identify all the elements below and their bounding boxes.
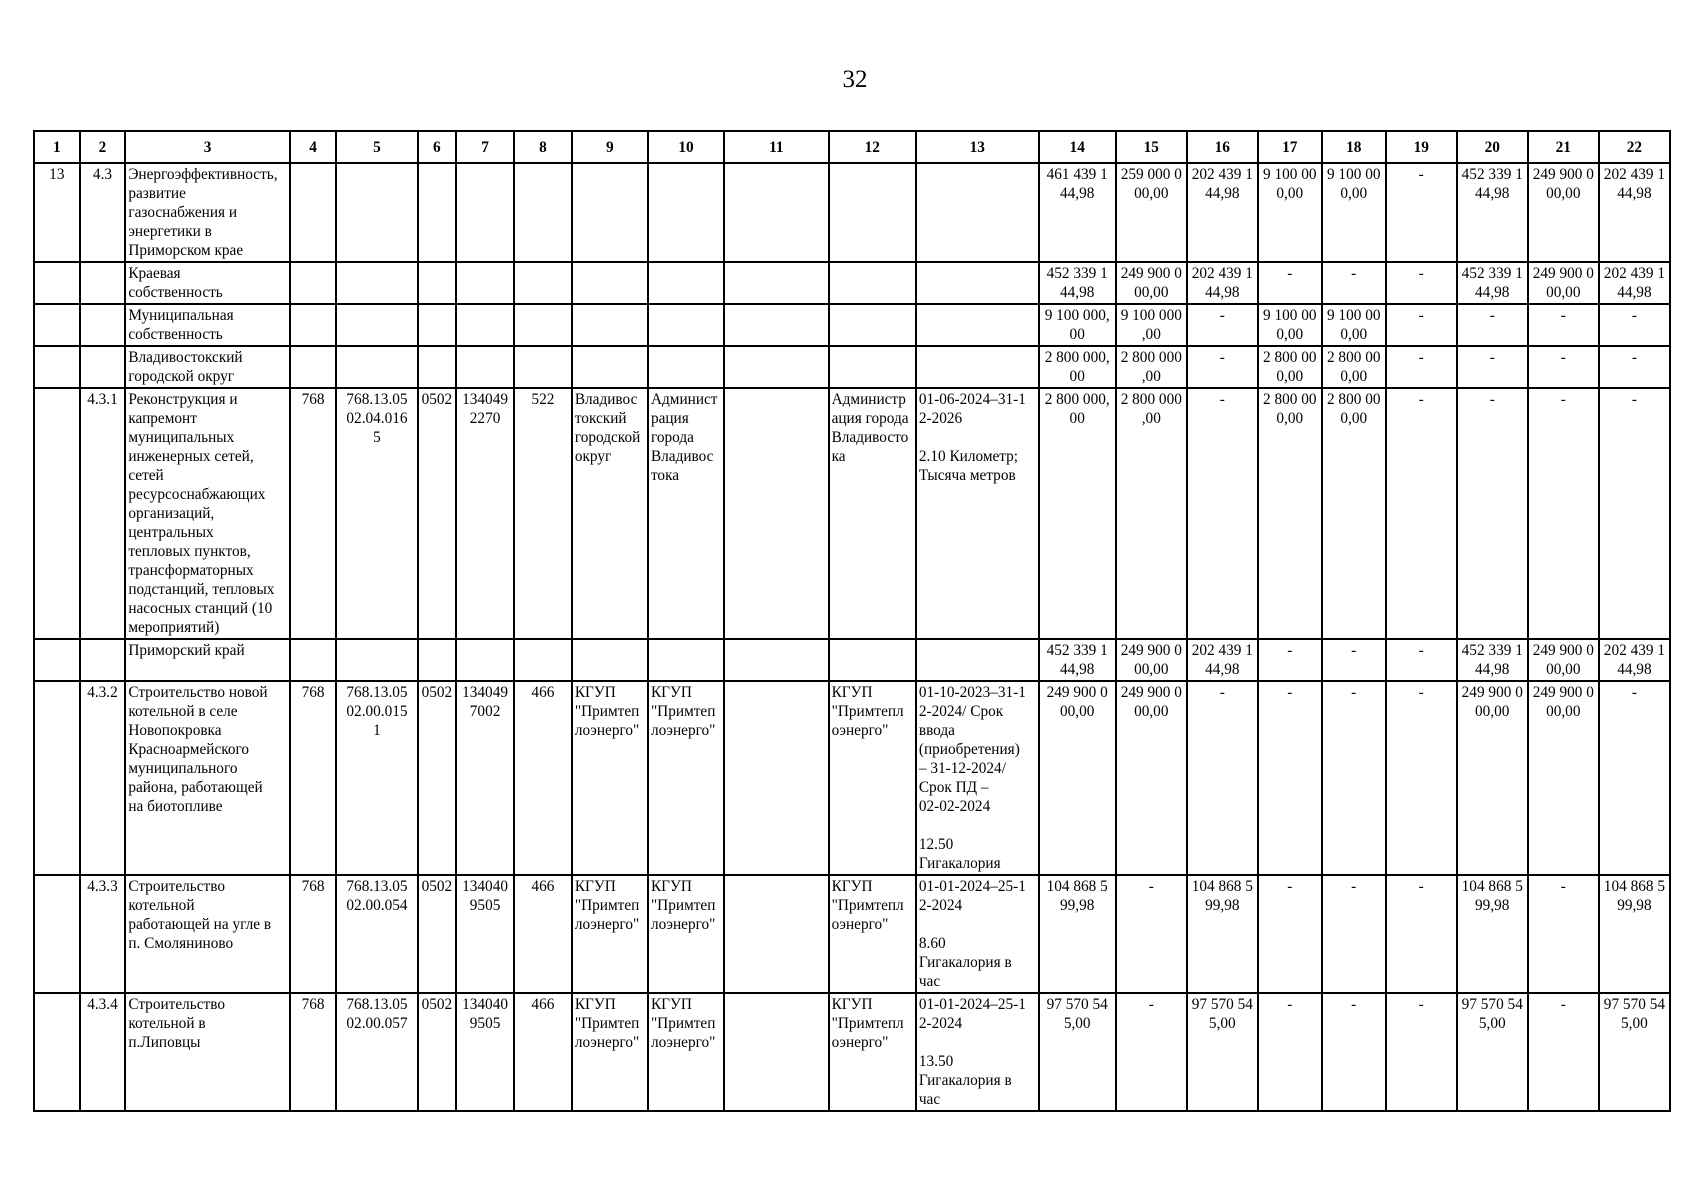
cell-col-18: -	[1322, 262, 1386, 304]
cell-col-5	[336, 163, 417, 262]
cell-col-6	[418, 163, 457, 262]
cell-col-5	[336, 639, 417, 681]
cell-col-16: -	[1187, 304, 1258, 346]
cell-col-6	[418, 304, 457, 346]
cell-col-2	[80, 304, 126, 346]
cell-col-9	[572, 163, 648, 262]
cell-col-19: -	[1386, 639, 1457, 681]
cell-col-18: -	[1322, 993, 1386, 1111]
cell-col-12	[829, 262, 916, 304]
cell-col-10	[648, 163, 724, 262]
cell-col-1	[34, 346, 80, 388]
cell-col-22: 202 439 1 44,98	[1599, 262, 1670, 304]
table-row	[34, 993, 1670, 1111]
cell-col-7	[456, 304, 514, 346]
cell-col-17: 9 100 00 0,00	[1258, 163, 1322, 262]
cell-col-8	[514, 262, 572, 304]
cell-col-8: 466	[514, 875, 572, 993]
cell-col-11	[724, 993, 829, 1111]
cell-col-9: КГУП "Примтеп лоэнерго"	[572, 681, 648, 875]
cell-col-21: -	[1528, 993, 1599, 1111]
column-header: 11	[724, 131, 829, 163]
cell-col-16: -	[1187, 388, 1258, 639]
cell-col-19: -	[1386, 262, 1457, 304]
cell-col-6: 0502	[418, 993, 457, 1111]
cell-col-21: -	[1528, 388, 1599, 639]
cell-col-9	[572, 346, 648, 388]
cell-col-2	[80, 262, 126, 304]
column-header: 10	[648, 131, 724, 163]
cell-col-6: 0502	[418, 875, 457, 993]
cell-col-15: 249 900 0 00,00	[1116, 681, 1187, 875]
cell-col-11	[724, 639, 829, 681]
cell-col-6	[418, 639, 457, 681]
cell-col-16: -	[1187, 681, 1258, 875]
cell-col-5	[336, 304, 417, 346]
cell-col-12: КГУП "Примтепл оэнерго"	[829, 875, 916, 993]
cell-col-5: 768.13.05 02.00.057	[336, 993, 417, 1111]
cell-col-4	[290, 304, 337, 346]
cell-col-20: -	[1457, 346, 1528, 388]
cell-col-16: 202 439 1 44,98	[1187, 262, 1258, 304]
table-row	[34, 388, 1670, 639]
cell-col-9	[572, 639, 648, 681]
cell-col-7: 134049 7002	[456, 681, 514, 875]
cell-col-14: 249 900 0 00,00	[1039, 681, 1116, 875]
cell-col-11	[724, 875, 829, 993]
cell-col-15: -	[1116, 875, 1187, 993]
page-number: 32	[842, 66, 868, 93]
cell-col-22: 202 439 1 44,98	[1599, 163, 1670, 262]
cell-col-22: -	[1599, 681, 1670, 875]
cell-col-16: 202 439 1 44,98	[1187, 163, 1258, 262]
cell-col-1: 13	[34, 163, 80, 262]
cell-col-15: 249 900 0 00,00	[1116, 262, 1187, 304]
cell-col-10	[648, 639, 724, 681]
cell-col-19: -	[1386, 163, 1457, 262]
column-header: 2	[80, 131, 126, 163]
cell-col-19: -	[1386, 346, 1457, 388]
cell-col-7: 134040 9505	[456, 993, 514, 1111]
cell-col-9: КГУП "Примтеп лоэнерго"	[572, 993, 648, 1111]
column-header: 18	[1322, 131, 1386, 163]
column-header: 22	[1599, 131, 1670, 163]
cell-col-1	[34, 875, 80, 993]
cell-col-10: КГУП "Примтеп лоэнерго"	[648, 681, 724, 875]
column-header: 20	[1457, 131, 1528, 163]
cell-col-1	[34, 681, 80, 875]
cell-col-20: -	[1457, 388, 1528, 639]
cell-col-14: 2 800 000, 00	[1039, 346, 1116, 388]
table-header-row	[34, 131, 1670, 163]
cell-col-10	[648, 304, 724, 346]
cell-col-8	[514, 304, 572, 346]
cell-col-15: 9 100 000 ,00	[1116, 304, 1187, 346]
cell-col-20: -	[1457, 304, 1528, 346]
cell-col-19: -	[1386, 875, 1457, 993]
cell-col-22: -	[1599, 388, 1670, 639]
column-header: 12	[829, 131, 916, 163]
cell-col-14: 2 800 000, 00	[1039, 388, 1116, 639]
cell-col-20: 104 868 5 99,98	[1457, 875, 1528, 993]
cell-col-11	[724, 681, 829, 875]
cell-col-22: -	[1599, 346, 1670, 388]
cell-col-16: 202 439 1 44,98	[1187, 639, 1258, 681]
cell-col-21: -	[1528, 304, 1599, 346]
cell-col-7	[456, 346, 514, 388]
cell-col-2: 4.3.3	[80, 875, 126, 993]
cell-col-17: 9 100 00 0,00	[1258, 304, 1322, 346]
cell-col-7	[456, 639, 514, 681]
cell-col-19: -	[1386, 304, 1457, 346]
cell-col-11	[724, 262, 829, 304]
cell-col-3: Муниципальная собственность	[125, 304, 289, 346]
cell-col-12: Администр ация города Владивосто ка	[829, 388, 916, 639]
column-header: 6	[418, 131, 457, 163]
cell-col-20: 249 900 0 00,00	[1457, 681, 1528, 875]
cell-col-2: 4.3.2	[80, 681, 126, 875]
cell-col-10	[648, 262, 724, 304]
column-header: 4	[290, 131, 337, 163]
cell-col-3: Владивостокский городской округ	[125, 346, 289, 388]
cell-col-19: -	[1386, 388, 1457, 639]
column-header: 13	[916, 131, 1039, 163]
cell-col-12: КГУП "Примтепл оэнерго"	[829, 681, 916, 875]
cell-col-1	[34, 304, 80, 346]
cell-col-18: 2 800 00 0,00	[1322, 388, 1386, 639]
cell-col-7: 134049 2270	[456, 388, 514, 639]
cell-col-14: 452 339 1 44,98	[1039, 262, 1116, 304]
column-header: 15	[1116, 131, 1187, 163]
cell-col-18: 9 100 00 0,00	[1322, 304, 1386, 346]
table-row	[34, 304, 1670, 346]
cell-col-22: 202 439 1 44,98	[1599, 639, 1670, 681]
cell-col-15: -	[1116, 993, 1187, 1111]
table-body	[34, 163, 1670, 1111]
cell-col-4	[290, 346, 337, 388]
cell-col-14: 104 868 5 99,98	[1039, 875, 1116, 993]
cell-col-1	[34, 993, 80, 1111]
cell-col-10: КГУП "Примтеп лоэнерго"	[648, 875, 724, 993]
cell-col-18: 2 800 00 0,00	[1322, 346, 1386, 388]
cell-col-13	[916, 304, 1039, 346]
cell-col-19: -	[1386, 993, 1457, 1111]
cell-col-4: 768	[290, 875, 337, 993]
cell-col-22: -	[1599, 304, 1670, 346]
cell-col-5: 768.13.05 02.00.054	[336, 875, 417, 993]
cell-col-3: Строительство котельной работающей на угле в п. Смоляниново	[125, 875, 289, 993]
cell-col-20: 97 570 54 5,00	[1457, 993, 1528, 1111]
table-row	[34, 262, 1670, 304]
cell-col-11	[724, 304, 829, 346]
cell-col-13: 01-01-2024–25-1 2-2024 13.50 Гигакалория в час	[916, 993, 1039, 1111]
cell-col-18: 9 100 00 0,00	[1322, 163, 1386, 262]
cell-col-15: 259 000 0 00,00	[1116, 163, 1187, 262]
cell-col-10: Админист рация города Владивос тока	[648, 388, 724, 639]
cell-col-8	[514, 639, 572, 681]
cell-col-9	[572, 304, 648, 346]
cell-col-13: 01-06-2024–31-1 2-2026 2.10 Километр; Тысяча метров	[916, 388, 1039, 639]
cell-col-3: Строительство котельной в п.Липовцы	[125, 993, 289, 1111]
cell-col-7	[456, 262, 514, 304]
cell-col-18: -	[1322, 875, 1386, 993]
cell-col-13: 01-10-2023–31-1 2-2024/ Срок ввода (приобретения) – 31-12-2024/ Срок ПД – 02-02-2024 12.50 Гигакалория	[916, 681, 1039, 875]
cell-col-17: 2 800 00 0,00	[1258, 388, 1322, 639]
cell-col-18: -	[1322, 639, 1386, 681]
cell-col-17: -	[1258, 875, 1322, 993]
column-header: 16	[1187, 131, 1258, 163]
cell-col-11	[724, 163, 829, 262]
cell-col-17: -	[1258, 993, 1322, 1111]
cell-col-4	[290, 262, 337, 304]
cell-col-3: Приморский край	[125, 639, 289, 681]
cell-col-21: 249 900 0 00,00	[1528, 681, 1599, 875]
cell-col-12	[829, 163, 916, 262]
cell-col-9: Владивос токский городской округ	[572, 388, 648, 639]
budget-table	[33, 130, 1671, 1112]
cell-col-13	[916, 346, 1039, 388]
cell-col-20: 452 339 1 44,98	[1457, 639, 1528, 681]
cell-col-13	[916, 639, 1039, 681]
cell-col-8: 466	[514, 681, 572, 875]
table-row	[34, 346, 1670, 388]
cell-col-13: 01-01-2024–25-1 2-2024 8.60 Гигакалория в час	[916, 875, 1039, 993]
cell-col-16: -	[1187, 346, 1258, 388]
cell-col-17: -	[1258, 681, 1322, 875]
cell-col-2	[80, 639, 126, 681]
cell-col-2	[80, 346, 126, 388]
cell-col-9	[572, 262, 648, 304]
table-row	[34, 681, 1670, 875]
column-header: 3	[125, 131, 289, 163]
cell-col-13	[916, 163, 1039, 262]
cell-col-5: 768.13.05 02.04.016 5	[336, 388, 417, 639]
table-row	[34, 639, 1670, 681]
cell-col-8	[514, 163, 572, 262]
cell-col-7	[456, 163, 514, 262]
cell-col-2: 4.3.4	[80, 993, 126, 1111]
cell-col-3: Энергоэффективность, развитие газоснабжения и энергетики в Приморском крае	[125, 163, 289, 262]
cell-col-9: КГУП "Примтеп лоэнерго"	[572, 875, 648, 993]
cell-col-3: Реконструкция и капремонт муниципальных инженерных сетей, сетей ресурсоснабжающих организаций, центральных тепловых пунктов, трансформаторных подстанций, тепловых насосных станций (10 мероприятий)	[125, 388, 289, 639]
cell-col-1	[34, 388, 80, 639]
cell-col-1	[34, 639, 80, 681]
cell-col-11	[724, 388, 829, 639]
cell-col-20: 452 339 1 44,98	[1457, 262, 1528, 304]
column-header: 8	[514, 131, 572, 163]
cell-col-3: Строительство новой котельной в селе Новопокровка Красноармейского муниципального района, работающей на биотопливе	[125, 681, 289, 875]
cell-col-12	[829, 346, 916, 388]
cell-col-16: 97 570 54 5,00	[1187, 993, 1258, 1111]
cell-col-11	[724, 346, 829, 388]
cell-col-19: -	[1386, 681, 1457, 875]
cell-col-21: -	[1528, 346, 1599, 388]
cell-col-15: 2 800 000 ,00	[1116, 388, 1187, 639]
cell-col-6	[418, 346, 457, 388]
cell-col-10: КГУП "Примтеп лоэнерго"	[648, 993, 724, 1111]
column-header: 9	[572, 131, 648, 163]
cell-col-17: -	[1258, 639, 1322, 681]
cell-col-13	[916, 262, 1039, 304]
cell-col-8: 522	[514, 388, 572, 639]
table-row	[34, 875, 1670, 993]
cell-col-1	[34, 262, 80, 304]
cell-col-4	[290, 163, 337, 262]
cell-col-6	[418, 262, 457, 304]
cell-col-14: 452 339 1 44,98	[1039, 639, 1116, 681]
cell-col-3: Краевая собственность	[125, 262, 289, 304]
cell-col-15: 2 800 000 ,00	[1116, 346, 1187, 388]
cell-col-12: КГУП "Примтепл оэнерго"	[829, 993, 916, 1111]
cell-col-2: 4.3.1	[80, 388, 126, 639]
cell-col-8	[514, 346, 572, 388]
cell-col-21: 249 900 0 00,00	[1528, 639, 1599, 681]
cell-col-4: 768	[290, 681, 337, 875]
table-row	[34, 163, 1670, 262]
cell-col-16: 104 868 5 99,98	[1187, 875, 1258, 993]
cell-col-17: 2 800 00 0,00	[1258, 346, 1322, 388]
column-header: 1	[34, 131, 80, 163]
cell-col-14: 97 570 54 5,00	[1039, 993, 1116, 1111]
cell-col-14: 9 100 000, 00	[1039, 304, 1116, 346]
column-header: 5	[336, 131, 417, 163]
column-header: 17	[1258, 131, 1322, 163]
cell-col-8: 466	[514, 993, 572, 1111]
cell-col-22: 97 570 54 5,00	[1599, 993, 1670, 1111]
cell-col-21: -	[1528, 875, 1599, 993]
cell-col-5	[336, 262, 417, 304]
cell-col-7: 134040 9505	[456, 875, 514, 993]
cell-col-4	[290, 639, 337, 681]
cell-col-6: 0502	[418, 681, 457, 875]
cell-col-5	[336, 346, 417, 388]
cell-col-4: 768	[290, 388, 337, 639]
cell-col-5: 768.13.05 02.00.015 1	[336, 681, 417, 875]
cell-col-21: 249 900 0 00,00	[1528, 262, 1599, 304]
cell-col-10	[648, 346, 724, 388]
cell-col-12	[829, 304, 916, 346]
cell-col-20: 452 339 1 44,98	[1457, 163, 1528, 262]
cell-col-6: 0502	[418, 388, 457, 639]
cell-col-4: 768	[290, 993, 337, 1111]
cell-col-15: 249 900 0 00,00	[1116, 639, 1187, 681]
cell-col-12	[829, 639, 916, 681]
cell-col-14: 461 439 1 44,98	[1039, 163, 1116, 262]
cell-col-18: -	[1322, 681, 1386, 875]
column-header: 14	[1039, 131, 1116, 163]
column-header: 19	[1386, 131, 1457, 163]
cell-col-22: 104 868 5 99,98	[1599, 875, 1670, 993]
cell-col-21: 249 900 0 00,00	[1528, 163, 1599, 262]
column-header: 7	[456, 131, 514, 163]
cell-col-17: -	[1258, 262, 1322, 304]
column-header: 21	[1528, 131, 1599, 163]
cell-col-2: 4.3	[80, 163, 126, 262]
